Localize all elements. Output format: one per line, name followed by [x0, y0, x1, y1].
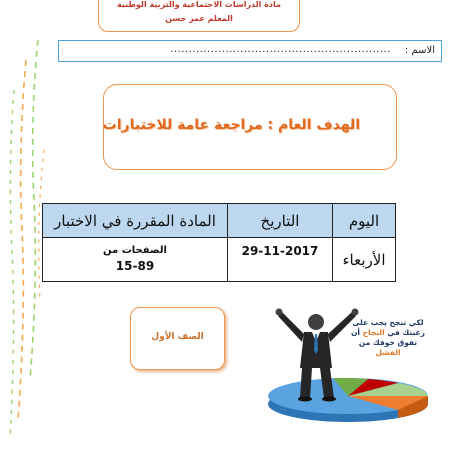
quote-line-3: تفوق خوفك من — [358, 338, 418, 348]
grade-box — [130, 307, 225, 370]
header-subject: المادة المقررة في الاختبار — [43, 204, 228, 238]
header-day: اليوم — [333, 204, 396, 238]
quote-line-2-end: أن — [351, 328, 360, 338]
pages-value: 15-89 — [115, 259, 155, 274]
pages-label: الصفحات من — [103, 245, 167, 257]
motivational-quote — [350, 318, 426, 359]
cell-date: 29-11-2017 — [228, 238, 333, 282]
grade-label: الصف الأول — [151, 332, 204, 342]
objective-box — [103, 84, 397, 170]
name-blank-line: ............................................................ — [170, 44, 391, 55]
table-row — [43, 238, 396, 282]
decorative-left-border — [0, 0, 48, 450]
cell-subject — [43, 238, 228, 282]
header-box — [98, 0, 300, 32]
subject-title: مادة الدراسات الاجتماعية والتربية الوطنية — [117, 0, 281, 9]
quote-line-2-start: رغبتك في — [387, 328, 425, 338]
teacher-name: المعلم عمر حسن — [165, 14, 233, 23]
header-date: التاريخ — [228, 204, 333, 238]
objective-text: الهدف العام : مراجعة عامة للاختبارات — [102, 117, 360, 133]
quote-line-2 — [350, 328, 426, 338]
quote-highlight: النجاح — [362, 328, 385, 338]
quote-line-4: الفشل — [375, 348, 401, 358]
cell-day: الأربعاء — [333, 238, 396, 282]
pie-chart-icon — [268, 378, 428, 422]
quote-line-1: لكي تنجح يجب على — [352, 318, 424, 327]
student-name-field[interactable] — [58, 40, 442, 62]
exam-schedule-table — [42, 203, 396, 282]
table-header-row — [43, 204, 396, 238]
name-label: الاسم : — [404, 45, 435, 56]
success-illustration — [258, 298, 428, 422]
